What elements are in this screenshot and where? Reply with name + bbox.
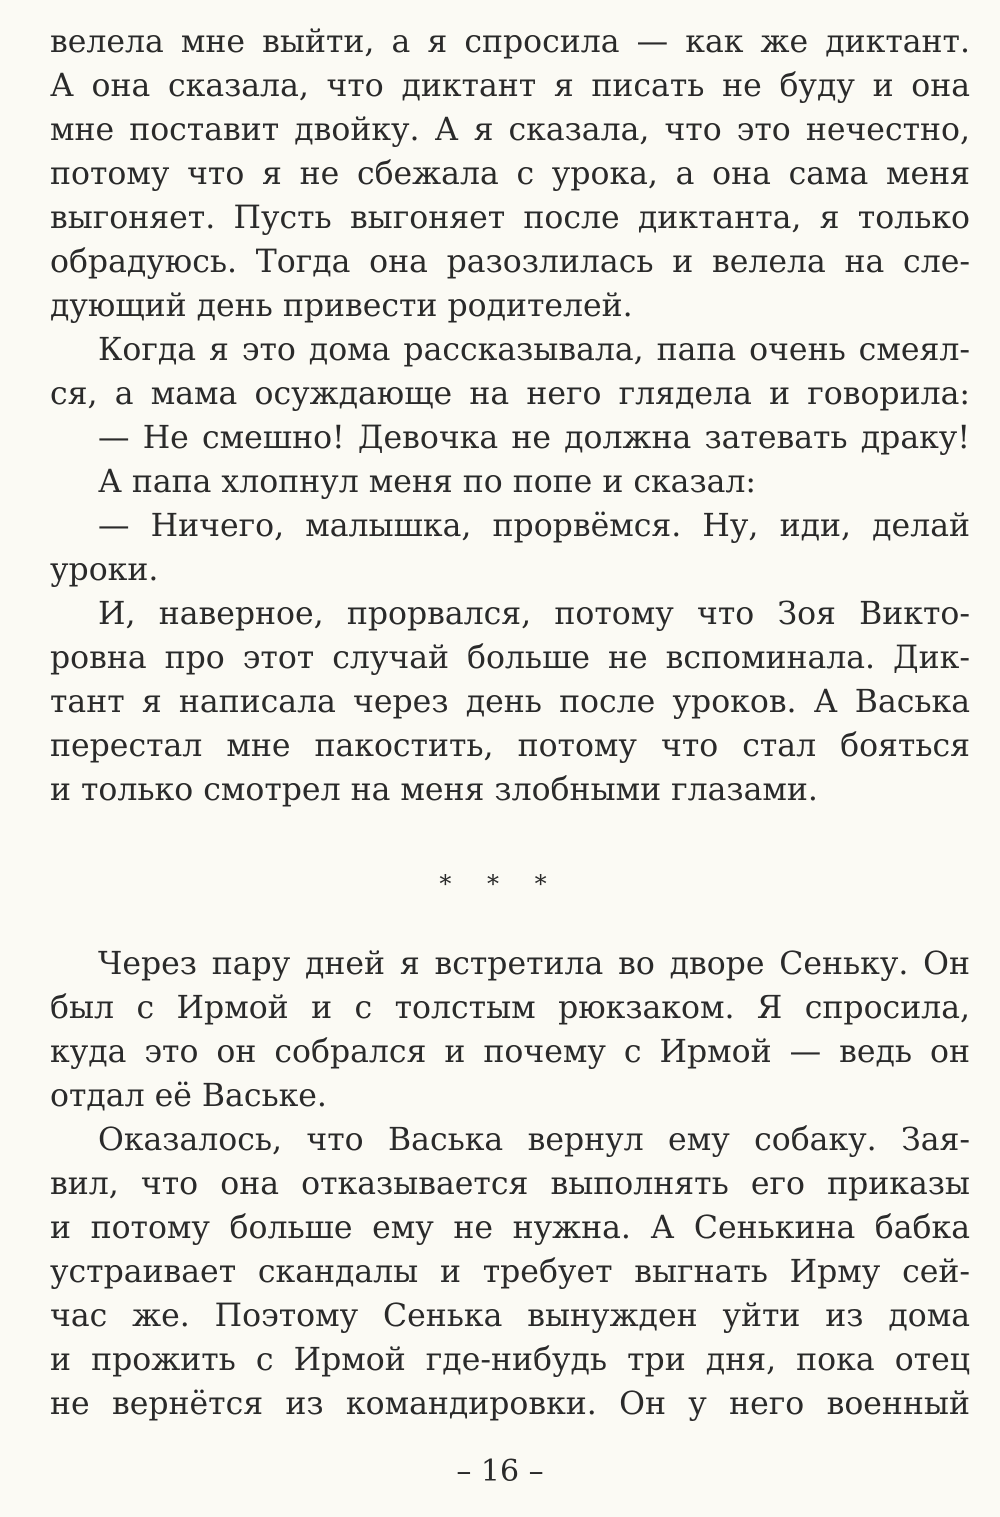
text-line: Через пару дней я встретила во дворе Сеньку. Он (98, 946, 970, 982)
text-line: уроки. (50, 552, 159, 588)
text-line: — Не смешно! Девочка не должна затевать драку! (98, 420, 970, 456)
page-number: – 16 – (456, 1454, 544, 1489)
text-line: устраивает скандалы и требует выгнать Ирму сей- (50, 1254, 970, 1290)
text-line: И, наверное, прорвался, потому что Зоя Викто- (98, 596, 970, 632)
text-line: Оказалось, что Васька вернул ему собаку. Зая- (98, 1122, 970, 1158)
text-line: и только смотрел на меня злобными глазами. (50, 772, 818, 808)
text-line: — Ничего, малышка, прорвёмся. Ну, иди, делай (98, 508, 970, 544)
text-line: А она сказала, что диктант я писать не буду и она (50, 68, 970, 104)
text-line: и потому больше ему не нужна. А Сенькина бабка (50, 1210, 970, 1246)
text-line: потому что я не сбежала с урока, а она сама меня (50, 156, 970, 192)
text-line: велела мне выйти, а я спросила — как же диктант. (50, 24, 970, 60)
text-line: и прожить с Ирмой где-нибудь три дня, пока отец (50, 1342, 970, 1378)
text-line: выгоняет. Пусть выгоняет после диктанта, я только (50, 200, 970, 236)
text-line: ся, а мама осуждающе на него глядела и говорила: (50, 376, 970, 412)
text-line: обрадуюсь. Тогда она разозлилась и велела на сле- (50, 244, 970, 280)
text-line: не вернётся из командировки. Он у него военный (50, 1386, 970, 1422)
text-line: час же. Поэтому Сенька вынужден уйти из дома (50, 1298, 970, 1334)
text-line: куда это он собрался и почему с Ирмой — ведь он (50, 1034, 970, 1070)
text-line: отдал её Ваське. (50, 1078, 327, 1114)
text-line: дующий день привести родителей. (50, 288, 633, 324)
section-separator: * * * (439, 870, 561, 898)
text-line: мне поставит двойку. А я сказала, что это нечестно, (50, 112, 970, 148)
text-line: был с Ирмой и с толстым рюкзаком. Я спросила, (50, 990, 970, 1026)
text-line: А папа хлопнул меня по попе и сказал: (98, 464, 757, 500)
text-line: тант я написала через день после уроков. А Васька (50, 684, 970, 720)
text-line: вил, что она отказывается выполнять его приказы (50, 1166, 970, 1202)
text-line: Когда я это дома рассказывала, папа очень смеял- (98, 332, 970, 368)
text-line: перестал мне пакостить, потому что стал бояться (50, 728, 970, 764)
text-line: ровна про этот случай больше не вспоминала. Дик- (50, 640, 970, 676)
